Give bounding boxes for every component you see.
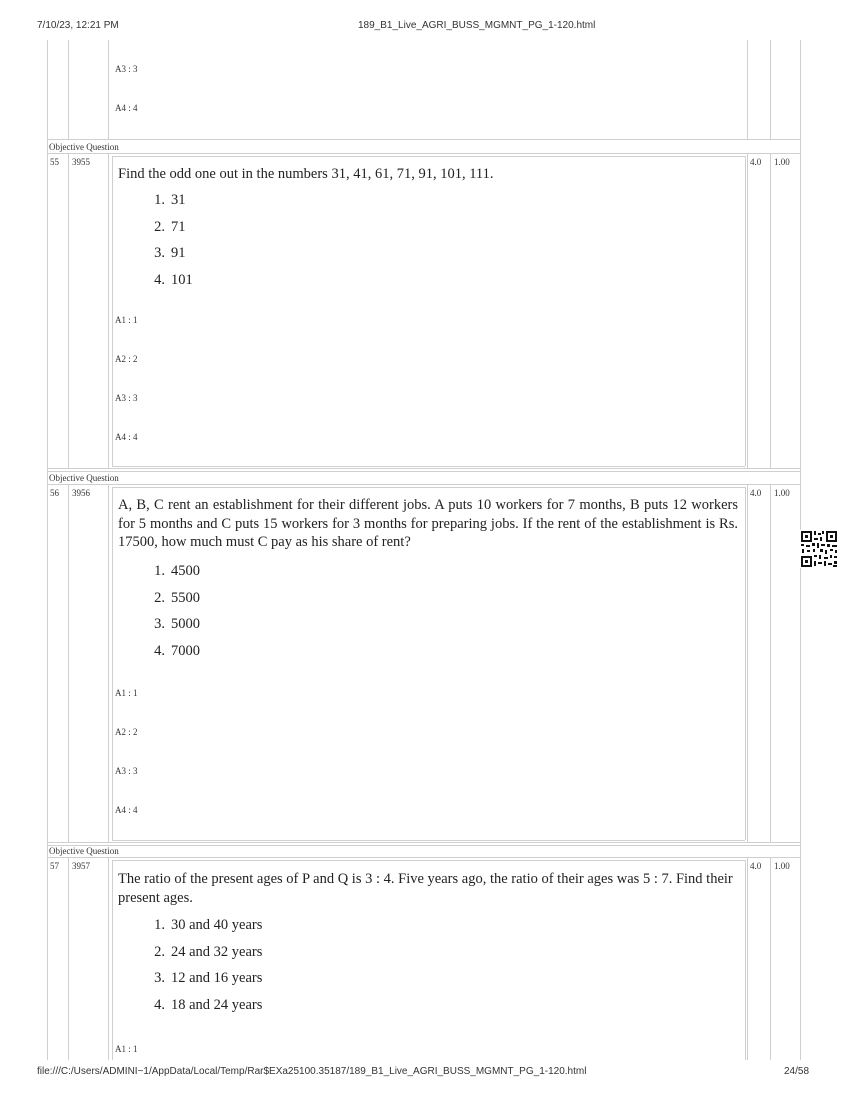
question-type-label: Objective Question: [49, 142, 119, 152]
answer-line: A3 : 3: [115, 766, 138, 776]
answer-line: A4 : 4: [115, 805, 138, 815]
answer-line: A2 : 2: [115, 727, 138, 737]
option-item: 3. 12 and 16 years: [154, 970, 263, 987]
question-text: A, B, C rent an establishment for their different jobs. A puts 10 workers for 7 months, B puts 12 workers for 5 months and C puts 15 workers for 3 months for preparing jobs. If the rent of the establishment is Rs. 17500, how much must C pay as his share of rent?: [118, 497, 738, 550]
option-item: 1. 31: [154, 192, 186, 208]
question-marks: 4.0: [750, 861, 762, 871]
file-path: file:///C:/Users/ADMINI~1/AppData/Local/Temp/Rar$EXa25100.35187/189_B1_Live_AGRI_BUSS_MGMNT_PG_1-120.html: [37, 1066, 587, 1077]
question-negative-marks: 1.00: [774, 861, 790, 871]
question-id: 3957: [72, 861, 90, 871]
option-item: 3. 91: [154, 245, 186, 262]
question-negative-marks: 1.00: [774, 157, 790, 167]
answer-line: A3 : 3: [115, 64, 138, 74]
options-list: [143, 561, 200, 668]
document-title: 189_B1_Live_AGRI_BUSS_MGMNT_PG_1-120.html: [358, 20, 596, 31]
question-serial: 57: [50, 861, 59, 871]
question-marks: 4.0: [750, 488, 762, 498]
option-item: 2. 5500: [154, 589, 200, 606]
question-negative-marks: 1.00: [774, 488, 790, 498]
answer-line: A3 : 3: [115, 393, 138, 403]
answer-line: A1 : 1: [115, 315, 138, 325]
options-list: [143, 915, 262, 1022]
print-datetime: 7/10/23, 12:21 PM: [37, 20, 119, 31]
answer-line: A2 : 2: [115, 354, 138, 364]
answer-line: A1 : 1: [115, 1044, 138, 1054]
option-item: 4. 18 and 24 years: [154, 997, 263, 1014]
question-type-label: Objective Question: [49, 846, 119, 856]
option-item: 1. 4500: [154, 563, 200, 579]
question-id: 3955: [72, 157, 90, 167]
question-marks: 4.0: [750, 157, 762, 167]
question-serial: 56: [50, 488, 59, 498]
qr-code-icon: [800, 530, 838, 568]
option-item: 1. 30 and 40 years: [154, 917, 263, 933]
options-list: [143, 190, 193, 297]
answer-line: A1 : 1: [115, 688, 138, 698]
option-item: 4. 7000: [154, 643, 200, 660]
answer-line: A4 : 4: [115, 432, 138, 442]
question-id: 3956: [72, 488, 90, 498]
page-number: 24/58: [784, 1066, 810, 1077]
question-text: Find the odd one out in the numbers 31, 41, 61, 71, 91, 101, 111.: [118, 166, 494, 182]
option-item: 3. 5000: [154, 616, 200, 633]
answer-line: A4 : 4: [115, 103, 138, 113]
option-item: 4. 101: [154, 272, 193, 289]
question-type-label: Objective Question: [49, 473, 119, 483]
option-item: 2. 24 and 32 years: [154, 943, 263, 960]
question-serial: 55: [50, 157, 59, 167]
option-item: 2. 71: [154, 218, 186, 235]
question-text: The ratio of the present ages of P and Q is 3 : 4. Five years ago, the ratio of their ages was 5 : 7. Find their present ages.: [118, 871, 733, 906]
